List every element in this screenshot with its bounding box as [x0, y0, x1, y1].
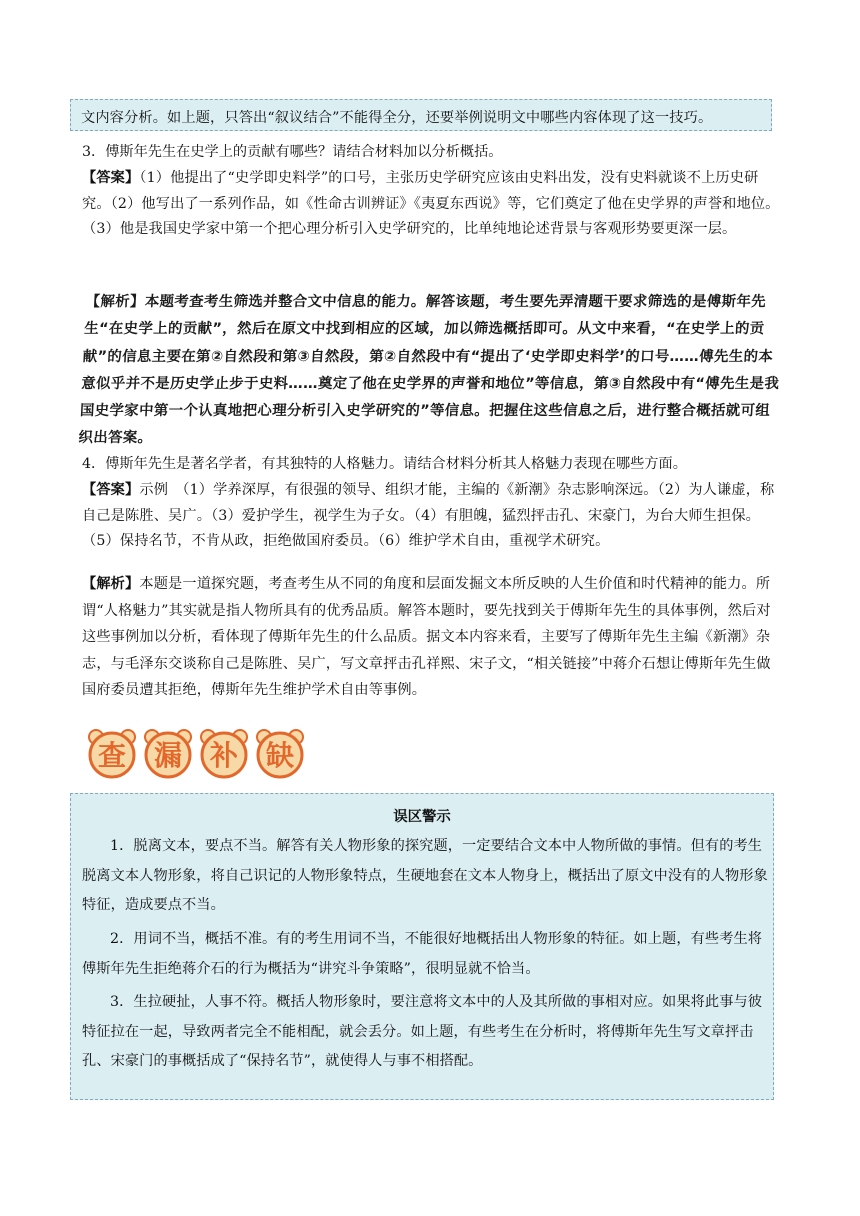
mistakes-title: 误区警示 — [393, 808, 451, 825]
banner-badge — [257, 730, 303, 777]
banner-badge — [89, 730, 135, 777]
banner-badge — [145, 730, 191, 777]
analysis-4 — [82, 571, 782, 704]
question-3: 3．傅斯年先生在史学上的贡献有哪些？请结合材料加以分析概括。 — [82, 144, 503, 160]
note-text: 文内容分析。如上题，只答出“叙议结合”不能得全分，还要举例说明文中哪些内容体现了这一技巧。 — [81, 110, 713, 126]
analysis-3-text: 本题考查考生筛选并整合文中信息的能力。解答该题，考生要先弄清题干要求筛选的是傅斯年先生“在史学上的贡献”，然后在原文中找到相应的区域，加以筛选概括即可。从文中来看，“在史学上的贡献”的信息主要在第②自然段和第③自然段，第②自然段中有“提出了‘史学即史料学’的口号……傅先生的本意似乎并不是历史学止步于史料……奠定了他在史学界的声誉和地位”等信息，第③自然段中有“傅先生是我国史学家中第一个认真地把心理分析引入史学研究的”等信息。把握住这些信息之后，进行整合概括就可组织出答案。 — [78, 294, 780, 447]
analysis-tag: 【解析】 — [85, 294, 146, 310]
analysis-tag: 【解析】 — [82, 576, 140, 592]
answer-tag: 【答案】 — [82, 482, 140, 498]
banner-char: 查 — [97, 739, 127, 772]
note-box — [70, 99, 772, 131]
mistake-item: 2．用词不当，概括不准。有的考生用词不当，不能很好地概括出人物形象的特征。如上题，有些考生将傅斯年先生拒绝蒋介石的行为概括为“讲究斗争策略”，很明显就不恰当。 — [82, 931, 763, 977]
mistake-item: 1．脱离文本，要点不当。解答有关人物形象的探究题，一定要结合文本中人物所做的事情。但有的考生脱离文本人物形象，将自己识记的人物形象特点，生硬地套在文本人物身上，概括出了原文中没有的人物形象特征，造成要点不当。 — [82, 838, 768, 914]
banner-char: 缺 — [265, 739, 295, 772]
mistakes-box — [70, 793, 774, 1100]
banner-badge — [201, 730, 247, 777]
banner-char: 补 — [209, 739, 239, 772]
answer-4 — [82, 478, 782, 555]
mistake-item: 3．生拉硬扯，人事不符。概括人物形象时，要注意将文本中的人及其所做的事相对应。如果将此事与彼特征拉在一起，导致两者完全不能相配，就会丢分。如上题，有些考生在分析时，将傅斯年先生写文章抨击孔、宋豪门的事概括成了“保持名节”，就使得人与事不相搭配。 — [82, 994, 763, 1070]
answer-4-text: 示例 （1）学养深厚，有很强的领导、组织才能，主编的《新潮》杂志影响深远。（2）为人谦虚，称自己是陈胜、吴广。（3）爱护学生，视学生为子女。（4）有胆魄，猛烈抨击孔、宋豪门，为台大师生担保。（5）保持名节，不肯从政，拒绝做国府委员。（6）维护学术自由，重视学术研究。 — [82, 482, 775, 549]
analysis-3 — [78, 289, 787, 453]
question-4: 4．傅斯年先生是著名学者，有其独特的人格魅力。请结合材料分析其人格魅力表现在哪些方面。 — [82, 456, 687, 472]
section-banner — [84, 727, 310, 779]
banner-char: 漏 — [153, 739, 183, 772]
answer-tag: 【答案】 — [82, 170, 140, 186]
analysis-4-text: 本题是一道探究题，考查考生从不同的角度和层面发掘文本所反映的人生价值和时代精神的能力。所谓“人格魅力”其实就是指人物所具有的优秀品质。解答本题时，要先找到关于傅斯年先生的具体事例，然后对这些事例加以分析，看体现了傅斯年先生的什么品质。据文本内容来看，主要写了傅斯年先生主编《新潮》杂志，与毛泽东交谈称自己是陈胜、吴广，写文章抨击孔祥熙、宋子文，“相关链接”中蒋介石想让傅斯年先生做国府委员遭其拒绝，傅斯年先生维护学术自由等事例。 — [82, 576, 771, 698]
answer-3 — [82, 166, 782, 243]
answer-3-text: （1）他提出了“史学即史料学”的口号，主张历史学研究应该由史料出发，没有史料就谈不上历史研究。（2）他写出了一系列作品，如《性命古训辨证》《夷夏东西说》等，它们奠定了他在史学界的声誉和地位。（3）他是我国史学家中第一个把心理分析引入史学研究的，比单纯地论述背景与客观形势要更深一层。 — [82, 170, 780, 237]
